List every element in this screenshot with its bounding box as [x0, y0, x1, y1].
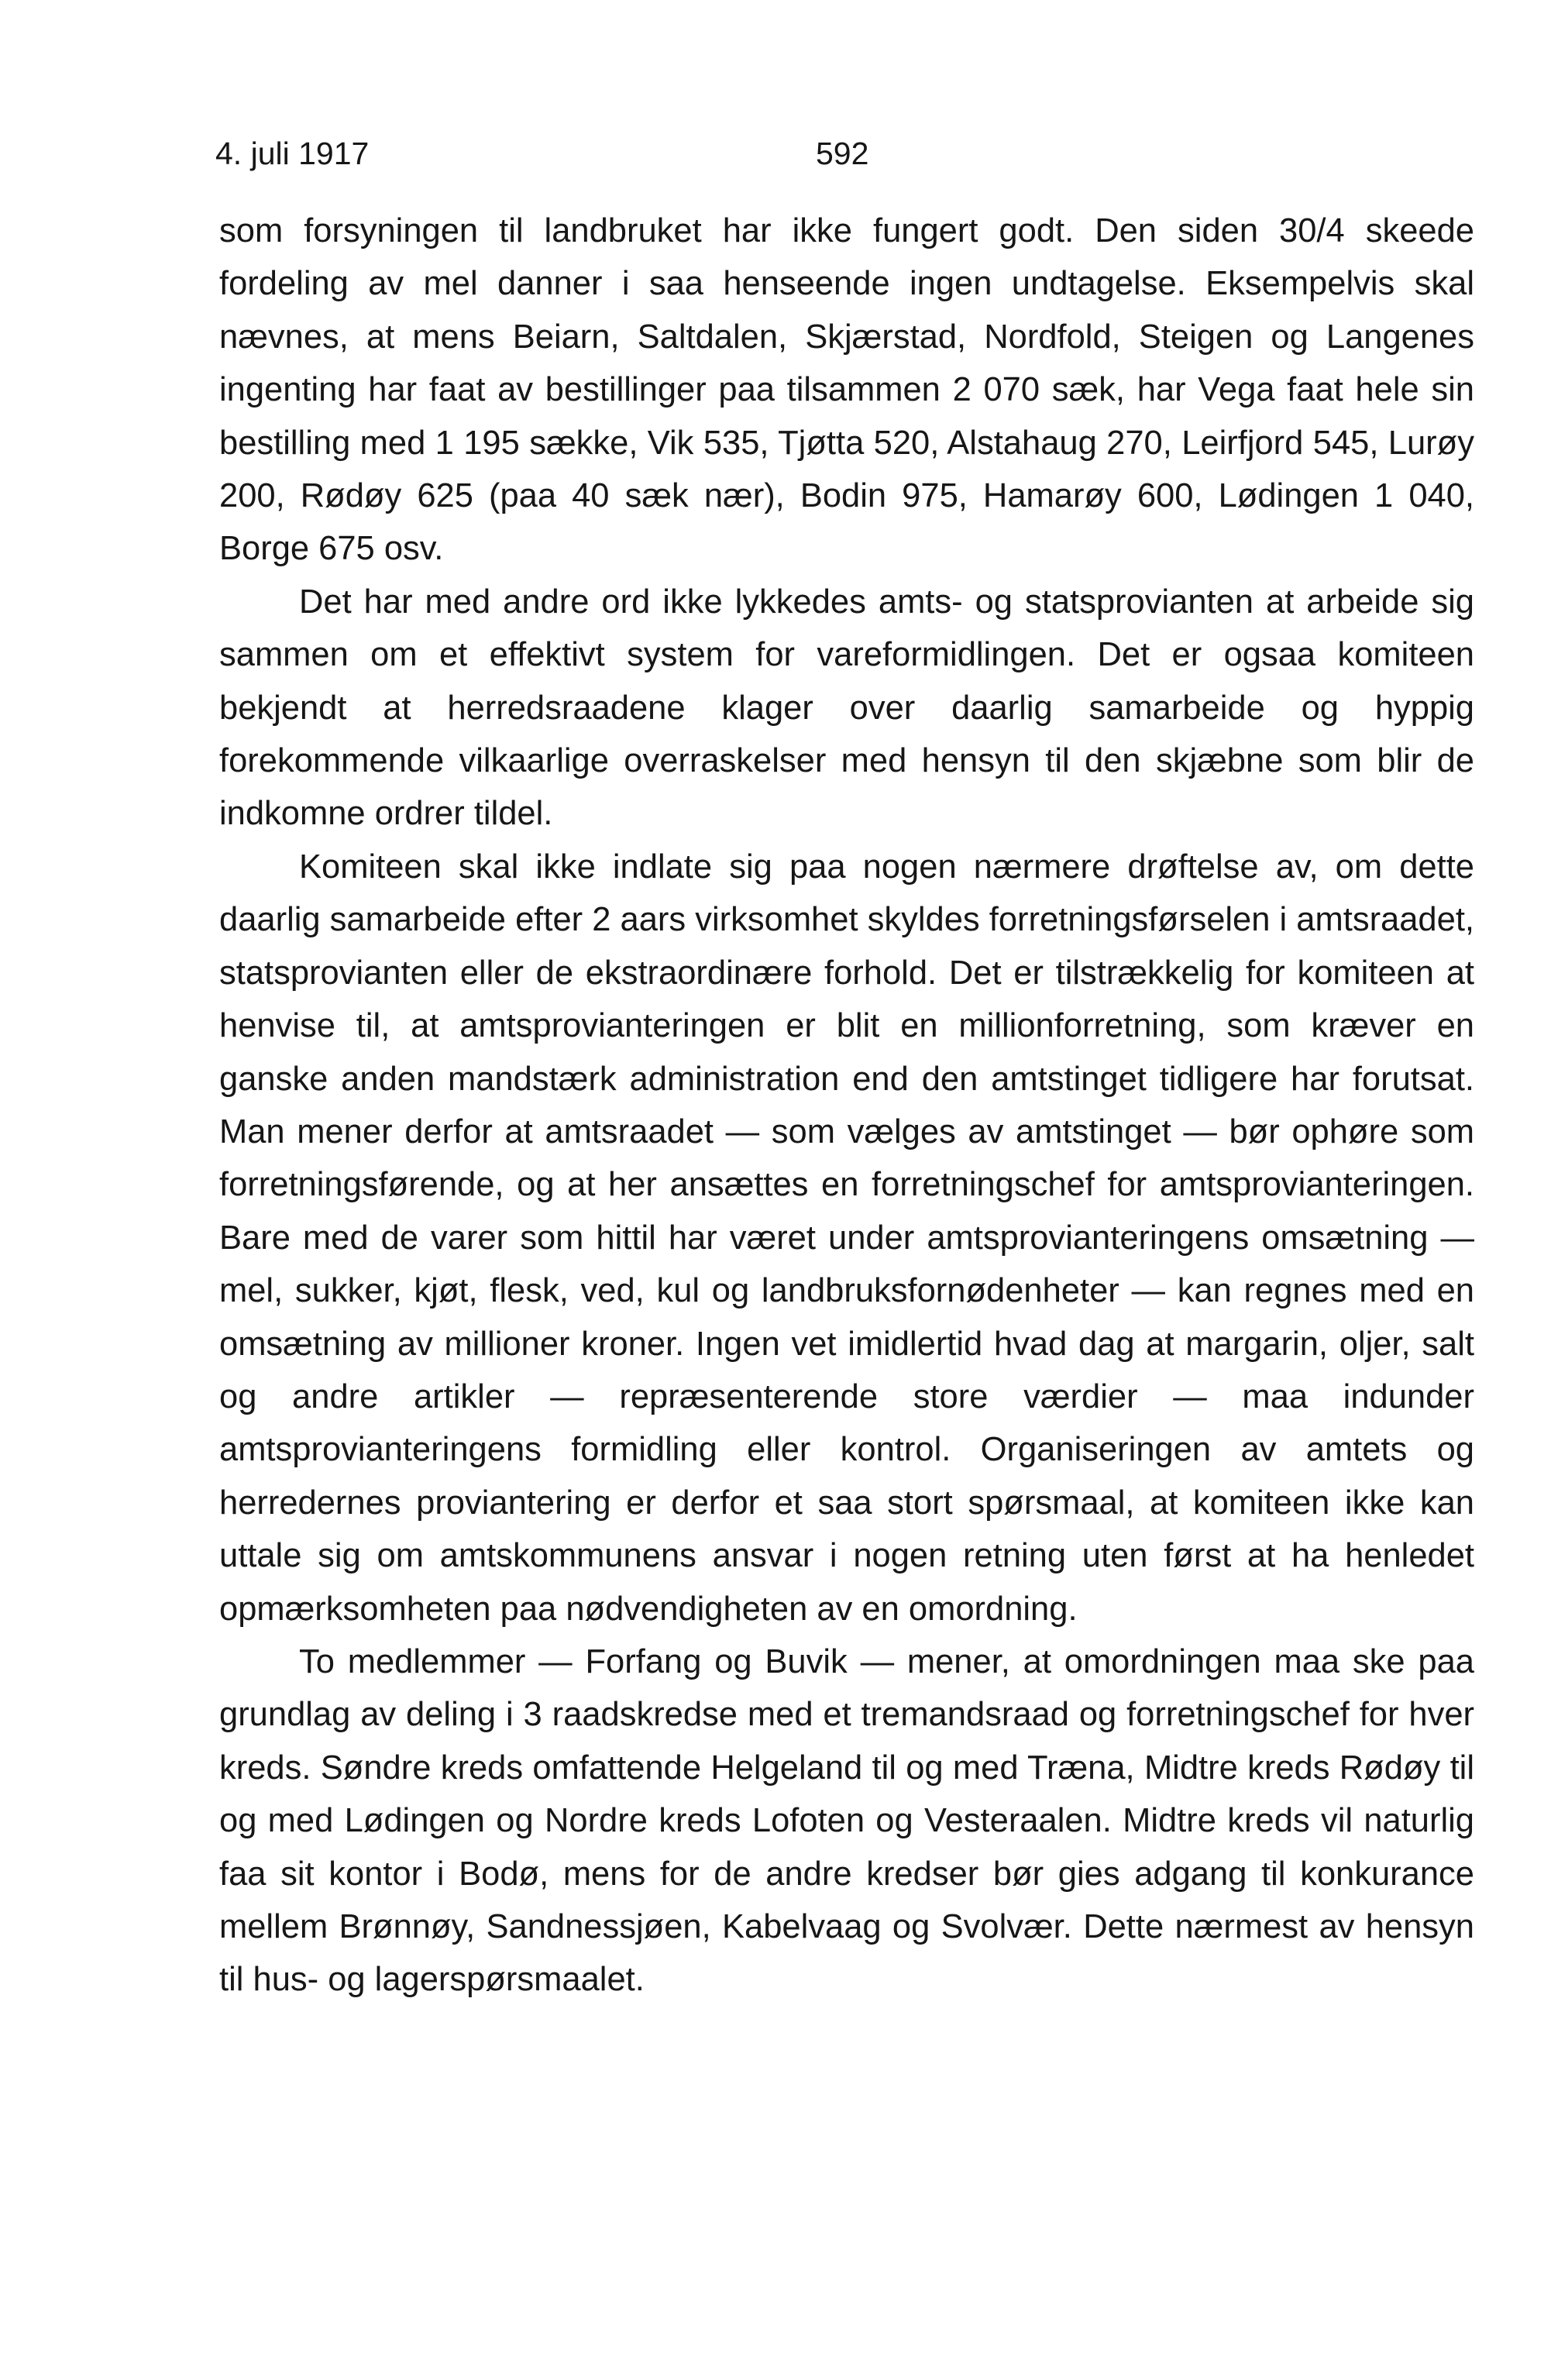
page-header [215, 130, 1470, 177]
paragraph-2: Det har med andre ord ikke lykkedes amts- og statsprovianten at arbeide sig sammen om et effektivt system for vareformidlingen. Det er ogsaa komiteen bekjendt at herredsraadene klager over daarlig samarbeide og hyppig forekommende vilkaarlige overraskelser med hensyn til den skjæbne som blir de indkomne ordrer tildel. [219, 583, 1474, 833]
paragraph-3: Komiteen skal ikke indlate sig paa nogen nærmere drøftelse av, om dette daarlig samarbeide efter 2 aars virksomhet skyldes forretningsførselen i amtsraadet, statsprovianten eller de ekstraordinære forhold. Det er tilstrækkelig for komiteen at henvise til, at amtsprovianteringen er blit en millionforretning, som kræver en ganske anden mandstærk administration end den amtstinget tidligere har forutsat. Man mener derfor at amtsraadet — som vælges av amtstinget — bør ophøre som forretningsførende, og at her ansættes en forretningschef for amtsprovianteringen. Bare med de varer som hittil har været under amtsprovianteringens omsætning — mel, sukker, kjøt, flesk, ved, kul og landbruksfornødenheter — kan regnes med en omsætning av millioner kroner. Ingen vet imidlertid hvad dag at margarin, oljer, salt og andre artikler — repræsenterende store værdier — maa indunder amtsprovianteringens formidling eller kontrol. Organiseringen av amtets og herredernes proviantering er derfor et saa stort spørsmaal, at komiteen ikke kan uttale sig om amtskommunens ansvar i nogen retning uten først at ha henledet opmærksomheten paa nødvendigheten av en omordning. [219, 848, 1474, 1628]
body-text [219, 205, 1474, 2007]
paragraph-4: To medlemmer — Forfang og Buvik — mener, at omordningen maa ske paa grundlag av deling i 3 raadskredse med et tremandsraad og forretningschef for hver kreds. Søndre kreds omfattende Helgeland til og med Træna, Midtre kreds Rødøy til og med Lødingen og Nordre kreds Lofoten og Vesteraalen. Midtre kreds vil naturlig faa sit kontor i Bodø, mens for de andre kredser bør gies adgang til konkurance mellem Brønnøy, Sandnessjøen, Kabelvaag og Svolvær. Dette nærmest av hensyn til hus- og lagerspørsmaalet. [219, 1642, 1474, 1999]
page-number: 592 [816, 136, 869, 171]
header-date: 4. juli 1917 [215, 136, 370, 171]
paragraph-1: som forsyningen til landbruket har ikke fungert godt. Den siden 30/4 skeede fordeling av mel danner i saa henseende ingen undtagelse. Eksempelvis skal nævnes, at mens Beiarn, Saltdalen, Skjærstad, Nordfold, Steigen og Langenes ingenting har faat av bestillinger paa tilsammen 2 070 sæk, har Vega faat hele sin bestilling med 1 195 sække, Vik 535, Tjøtta 520, Alstahaug 270, Leirfjord 545, Lurøy 200, Rødøy 625 (paa 40 sæk nær), Bodin 975, Hamarøy 600, Lødingen 1 040, Borge 675 osv. [219, 212, 1474, 568]
